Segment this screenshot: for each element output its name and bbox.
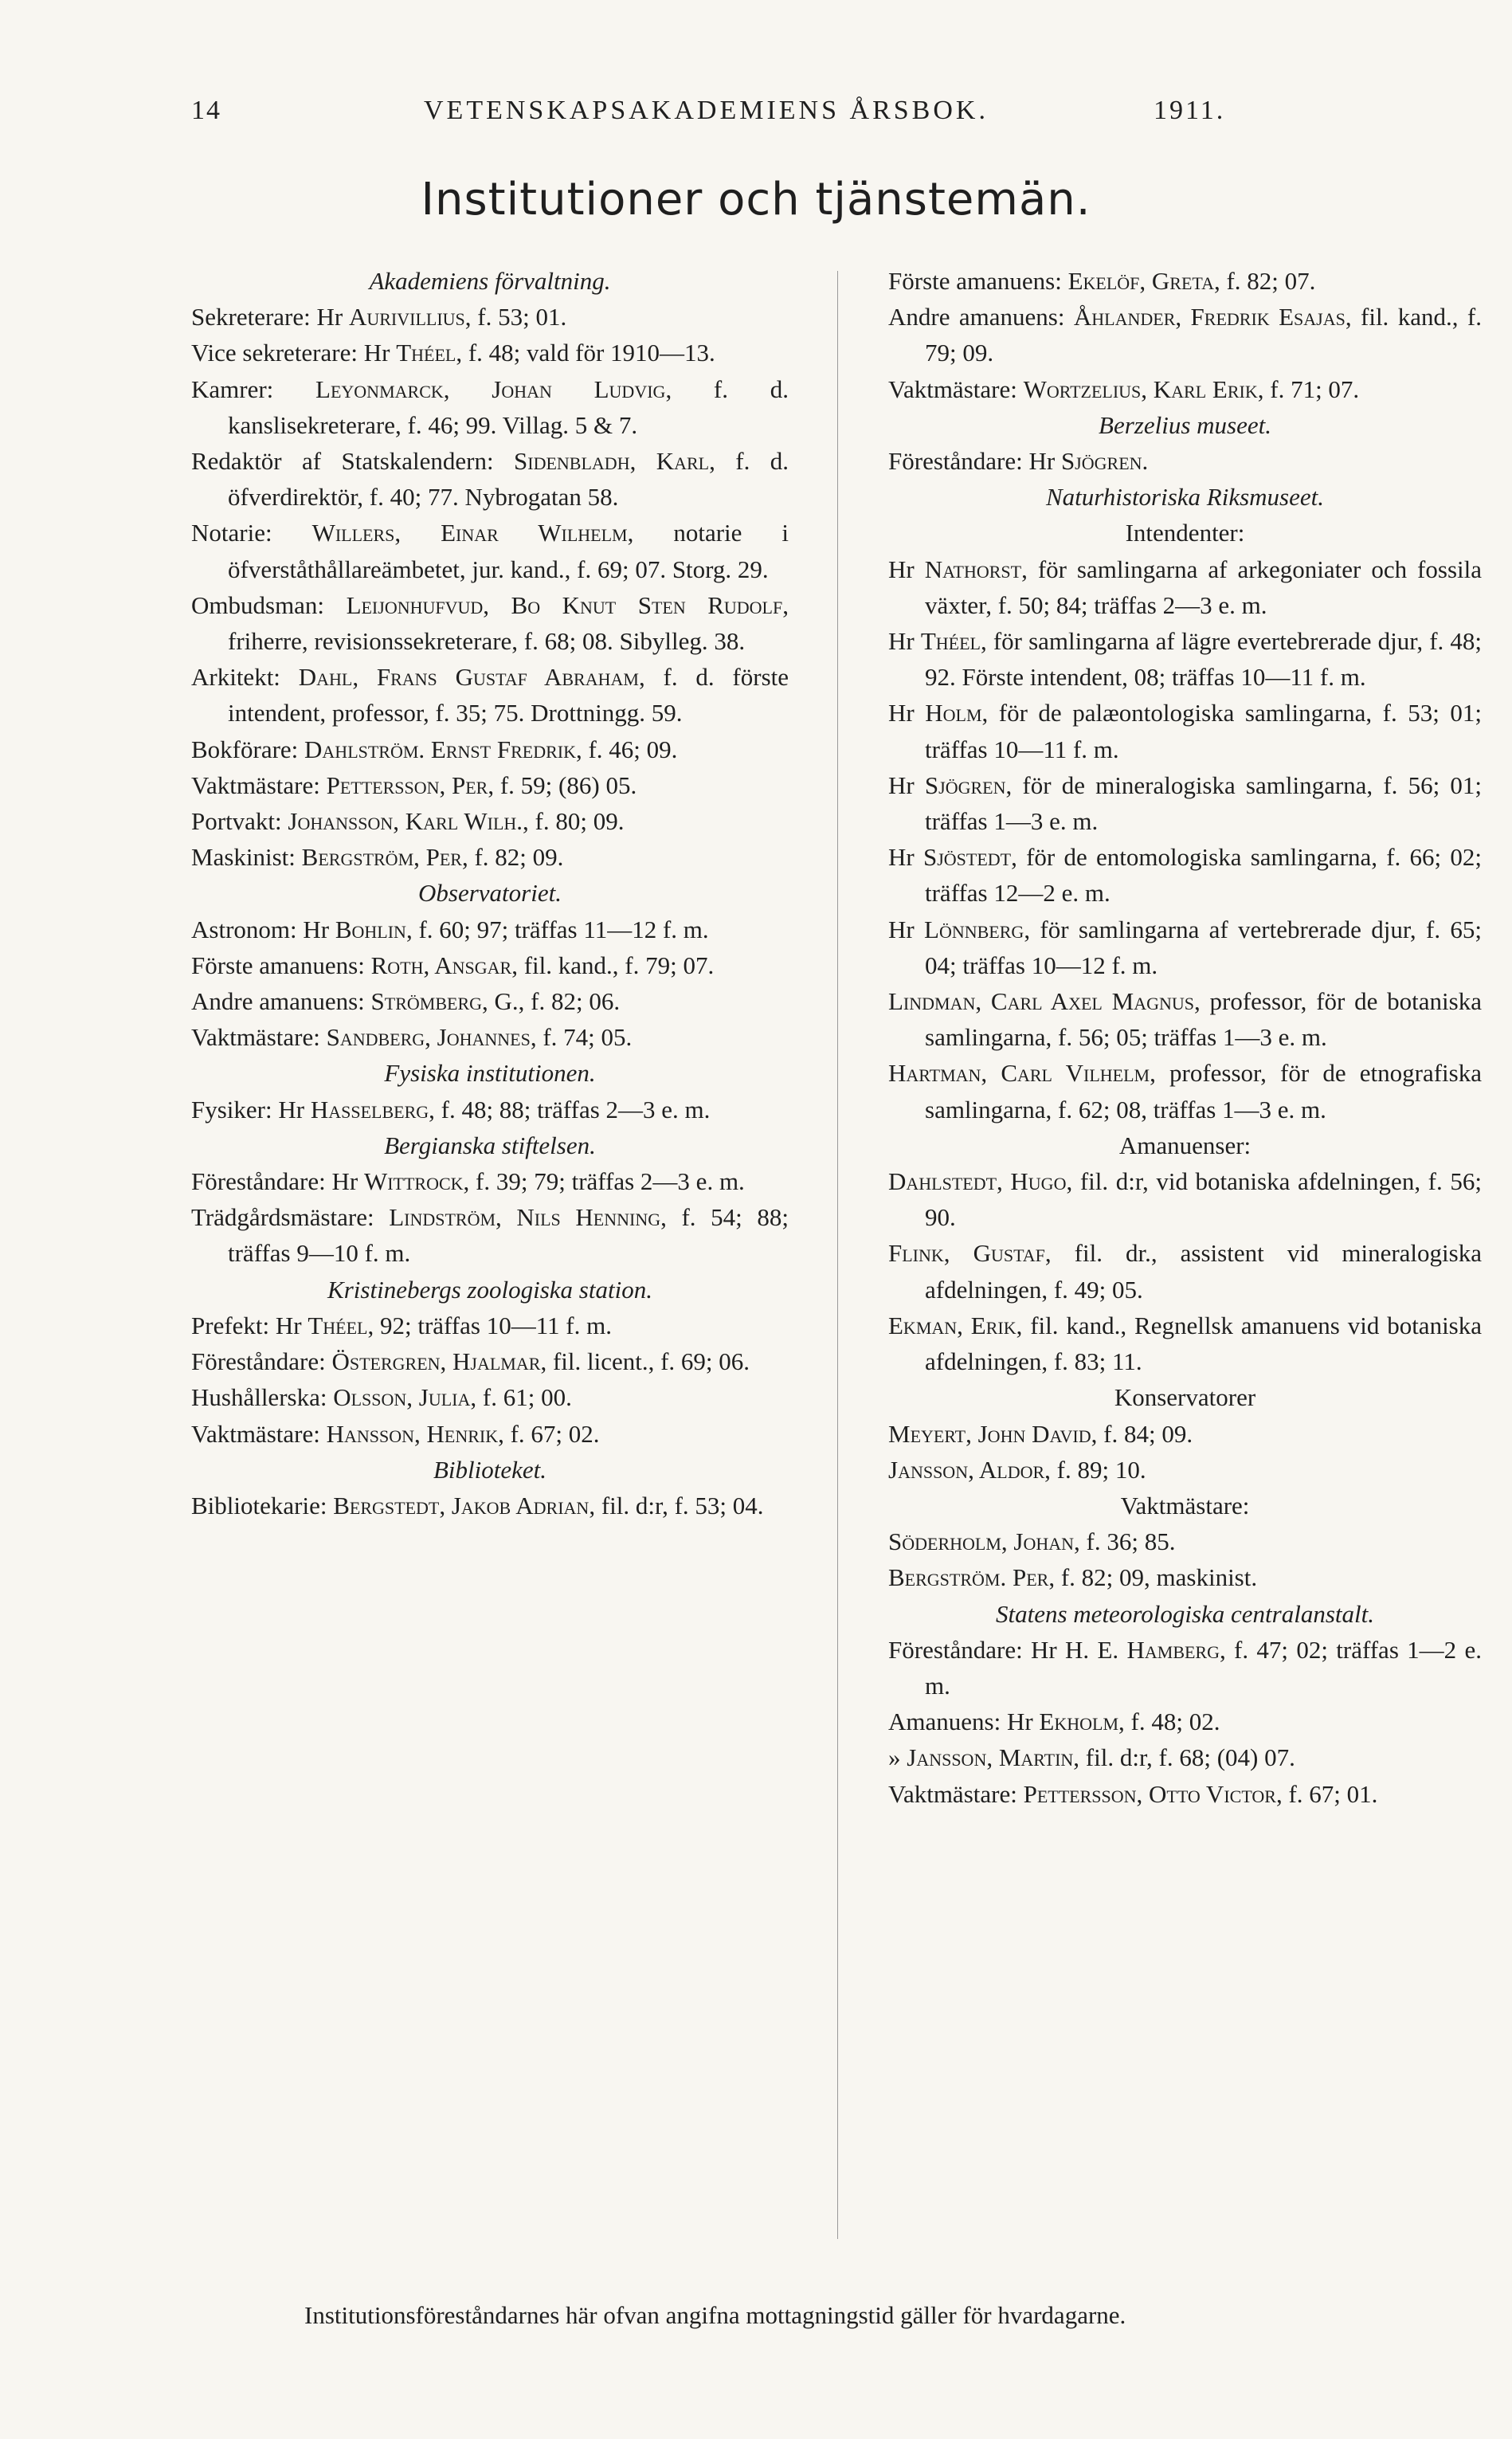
entry-name: Hasselberg [310,1095,429,1123]
section-heading: Berzelius museet. [1099,410,1271,439]
entry-name: Pettersson, Per [326,771,488,799]
entry-text: , för samlingarna af lägre evertebrerade djur, f. 48; 92. Förste intendent, 08; träffas 10—11 f. m. [925,627,1482,692]
entry-text: , för de mineralogiska samlingarna, f. 56; 01; träffas 1—3 e. m. [925,771,1482,836]
subheading: Intendenter: [1125,519,1245,547]
section-heading: Fysiska institutionen. [384,1059,596,1088]
entry-text: Föreståndare: Hr H. E. [888,1635,1127,1664]
entry-name: Wittrock [363,1167,464,1196]
entry-text: , fil. d:r, f. 53; 04. [589,1491,764,1519]
entry-text: Vaktmästare: [191,771,327,799]
entry [191,803,789,839]
entry-text: , f. 84; 09. [1091,1419,1193,1448]
page-title: Institutioner och tjänstemän. [421,174,1091,225]
section-heading: Akademiens förvaltning. [369,267,611,295]
entry-text: , f. 36; 85. [1074,1527,1176,1556]
entry [888,1776,1482,1812]
entry-text: Redaktör af Statskalendern: [191,447,515,476]
entry [888,983,1482,1055]
entry [888,1523,1482,1559]
entry [191,947,789,983]
entry-text: , för de palæontologiska samlingarna, f. 53; 01; träffas 10—11 f. m. [925,699,1483,763]
entry-text: Arkitekt: [191,663,299,692]
entry [191,1488,789,1523]
entry-name: Ekholm [1039,1708,1119,1736]
entry-text: , fil. d:r, f. 68; (04) 07. [1073,1743,1295,1772]
entry-text: , fil. dr., assistent vid mineralogiska afdelningen, f. 49; 05. [925,1239,1482,1304]
entry-text: , f. 39; 79; träffas 2—3 e. m. [463,1167,745,1196]
entry-name: Aurivillius [348,303,465,331]
entry [191,1416,789,1452]
entry-text: , f. 82; 07. [1213,267,1316,295]
subheading: Amanuenser: [1118,1131,1252,1159]
section-heading: Kristinebergs zoologiska station. [327,1275,652,1304]
entry-name: Lindström, Nils Henning [389,1203,661,1232]
entry-text: Bibliotekarie: [191,1491,334,1519]
entry [191,515,789,586]
entry-text: , professor, för de etnografiska samlingarna, f. 62; 08, träffas 1—3 e. m. [925,1059,1482,1123]
entry-name: Åhlander, Fredrik Esajas [1073,303,1346,331]
entry [191,299,789,335]
entry-name: Bergström. Per [888,1563,1049,1592]
entry-name: Wortzelius, Karl Erik [1023,374,1258,403]
entry [191,767,789,803]
subheading: Vaktmästare: [1120,1491,1250,1519]
entry-text: Vaktmästare: [888,1779,1024,1808]
running-title: VETENSKAPSAKADEMIENS ÅRSBOK. [424,96,989,125]
entry-text: Hr [888,555,925,583]
entry [191,659,789,731]
entry-text: , f. d. öfverdirektör, f. 40; 77. Nybrogatan 58. [228,447,789,512]
entry-name: Johansson, Karl Wilh. [288,807,523,836]
entry [888,695,1482,767]
section-heading: Naturhistoriska Riksmuseet. [1045,483,1325,512]
entry-text: , fil. kand., f. 79; 07. [511,951,715,979]
entry [888,1559,1482,1595]
entry-name: Roth, Ansgar [370,951,512,979]
entry-text: Vice sekreterare: Hr [191,339,397,367]
entry-text: Trädgårdsmästare: [191,1203,390,1232]
entry [888,1632,1482,1704]
entry-text: Förste amanuens: [888,267,1068,295]
entry-name: Sjöstedt [922,843,1012,872]
entry-name: Hamberg [1126,1635,1220,1664]
entry [191,1379,789,1415]
entry [888,1163,1482,1235]
entry [191,1308,789,1343]
entry-text: Fysiker: Hr [191,1095,311,1123]
entry [888,551,1482,623]
entry-text: Amanuens: Hr [888,1708,1040,1736]
entry-text: Hr [888,771,925,799]
entry-text: , för samlingarna af arkegoniater och fossila växter, f. 50; 84; träffas 2—3 e. m. [925,555,1482,619]
section-heading: Statens meteorologiska centralanstalt. [996,1599,1374,1628]
entry [888,1452,1482,1488]
entry-text: Förste amanuens: [191,951,371,979]
entry [191,839,789,875]
entry-name: Olsson, Julia [333,1383,471,1412]
entry [191,371,789,443]
entry [191,1163,789,1199]
entry [888,1704,1482,1739]
entry [191,335,789,371]
entry [191,587,789,659]
entry-text: , för de entomologiska samlingarna, f. 66; 02; träffas 12—2 e. m. [925,843,1482,908]
entry-text: , f. 67; 02. [498,1419,600,1448]
entry-text: , f. 71; 07. [1257,374,1360,403]
entry-text: , fil. kand., Regnellsk amanuens vid botaniska afdelningen, f. 83; 11. [925,1311,1483,1376]
entry [191,443,789,515]
entry [191,1199,789,1271]
subheading: Konservatorer [1114,1383,1256,1412]
entry-name: Sandberg, Johannes [326,1023,531,1052]
entry-name: Ekelöf, Greta [1067,267,1214,295]
entry-name: Lindman, Carl Axel Magnus [888,987,1194,1016]
entry [191,1343,789,1379]
right-column [888,263,1482,1812]
entry-text: » [888,1743,907,1772]
entry-name: Dahl, Frans Gustaf Abraham [298,663,639,692]
entry [888,623,1482,695]
footnote: Institutionsföreståndarnes här ofvan angifna mottagningstid gäller för hvardagarne. [304,2301,1126,2329]
entry-text: , professor, för de botaniska samlingarna, f. 56; 05; träffas 1—3 e. m. [925,987,1482,1052]
entry [888,1739,1482,1775]
entry-text: Kamrer: [191,374,316,403]
entry-text: Bokförare: [191,735,305,763]
entry-name: Sjögren [1060,447,1142,476]
entry-text: , f. 89; 10. [1044,1455,1146,1484]
entry [888,1235,1482,1307]
entry-text: Föreståndare: [191,1347,332,1376]
column-divider [837,271,838,2239]
entry-text: , f. 61; 00. [470,1383,572,1412]
entry-name: Leijonhufvud, Bo Knut Sten Rudolf [346,590,783,619]
entry-name: Bergstedt, Jakob Adrian [333,1491,590,1519]
running-head [191,96,1337,135]
entry-name: Jansson, Martin [907,1743,1074,1772]
entry [191,983,789,1019]
entry-text: , f. 48; vald för 1910—13. [456,339,715,367]
entry [191,1019,789,1055]
entry-text: , f. 67; 01. [1275,1779,1378,1808]
entry [191,731,789,767]
entry-text: , f. 47; 02; träffas 1—2 e. m. [925,1635,1483,1700]
entry-name: Lönnberg [924,915,1024,943]
entry-name: Bohlin [335,915,406,943]
entry-name: Holm [925,699,982,727]
left-column [191,263,789,1523]
entry-text: , f. 48; 88; träffas 2—3 e. m. [429,1095,711,1123]
entry-text: , f. 54; 88; träffas 9—10 f. m. [228,1203,789,1268]
entry-text: , fil. kand., f. 79; 09. [925,303,1482,367]
entry-text: Hr [888,843,923,872]
entry [888,299,1482,371]
entry-name: Willers, Einar Wilhelm [311,519,628,547]
entry-name: Dahlström. Ernst Fredrik [304,735,576,763]
entry-text: , notarie i öfverståthållareämbetet, jur. kand., f. 69; 07. Storg. 29. [228,519,789,583]
entry-text: . [1142,447,1149,476]
entry-text: , 92; träffas 10—11 f. m. [367,1311,612,1339]
entry-name: Jansson, Aldor [888,1455,1045,1484]
entry-text: , för samlingarna af vertebrerade djur, f. 65; 04; träffas 10—12 f. m. [925,915,1482,979]
entry-text: , f. 82; 06. [518,987,621,1016]
entry-name: Leyonmarck, Johan Ludvig [315,374,666,403]
page-number: 14 [191,96,221,125]
entry-text: , friherre, revisionssekreterare, f. 68; 08. Sibylleg. 38. [228,590,789,656]
entry-text: Ombudsman: [191,590,347,619]
entry-text: Notarie: [191,519,312,547]
entry [191,912,789,947]
entry-text: , f. 80; 09. [523,807,625,836]
year: 1911. [1154,96,1226,125]
entry-text: Föreståndare: Hr [191,1167,364,1196]
entry-text: Astronom: Hr [191,915,335,943]
entry-text: , f. d. kanslisekreterare, f. 46; 99. Villag. 5 & 7. [228,374,789,439]
entry [888,263,1482,299]
entry-text: Hushållerska: [191,1383,334,1412]
entry-text: , f. 82; 09, maskinist. [1048,1563,1258,1592]
entry-name: Bergström, Per [301,843,462,872]
entry [888,443,1482,479]
entry-text: Andre amanuens: [888,303,1074,331]
entry-text: Hr [888,915,925,943]
entry-name: Théel [920,627,981,656]
entry-text: , fil. d:r, vid botaniska afdelningen, f. 56; 90. [925,1167,1482,1232]
entry-name: Strömberg, G. [370,987,519,1016]
entry-text: Hr [888,699,926,727]
section-heading: Bergianska stiftelsen. [384,1131,596,1159]
entry [888,1055,1482,1127]
entry-text: , f. 74; 05. [530,1023,633,1052]
entry-name: Dahlstedt, Hugo [888,1167,1067,1196]
entry-name: Söderholm, Johan [888,1527,1075,1556]
entry-text: , f. 59; (86) 05. [488,771,637,799]
entry-text: Portvakt: [191,807,288,836]
entry [888,1416,1482,1452]
entry [888,767,1482,839]
entry [888,371,1482,407]
entry-name: Flink, Gustaf [888,1239,1045,1268]
entry-text: Maskinist: [191,843,302,872]
entry-text: Vaktmästare: [191,1023,327,1052]
entry-text: , f. d. förste intendent, professor, f. 35; 75. Drottningg. 59. [228,663,789,727]
entry [888,839,1482,911]
section-heading: Biblioteket. [433,1455,547,1484]
entry-name: Sjögren [924,771,1006,799]
entry-text: , fil. licent., f. 69; 06. [540,1347,750,1376]
entry-text: , f. 46; 09. [575,735,678,763]
entry-name: Sidenbladh, Karl [514,447,710,476]
entry-text: Prefekt: Hr [191,1311,308,1339]
entry-name: Hartman, Carl Vilhelm [888,1059,1150,1088]
entry-text: Andre amanuens: [191,987,371,1016]
entry-name: Nathorst [924,555,1022,583]
entry-text: Hr [888,627,921,656]
entry [888,912,1482,983]
entry-text: , f. 53; 01. [464,303,567,331]
entry-name: Ekman, Erik [888,1311,1016,1339]
entry [191,1092,789,1127]
entry-text: , f. 60; 97; träffas 11—12 f. m. [405,915,709,943]
entry-text: , f. 48; 02. [1118,1708,1220,1736]
entry-name: Hansson, Henrik [326,1419,499,1448]
entry [888,1308,1482,1379]
entry-text: Sekreterare: Hr [191,303,349,331]
section-heading: Observatoriet. [418,879,562,908]
entry-name: Théel [396,339,456,367]
entry-name: Pettersson, Otto Victor [1023,1779,1276,1808]
entry-name: Meyert, John David [888,1419,1091,1448]
entry-text: , f. 82; 09. [461,843,564,872]
entry-name: Östergren, Hjalmar [331,1347,541,1376]
entry-text: Vaktmästare: [191,1419,327,1448]
entry-text: Föreståndare: Hr [888,447,1061,476]
entry-text: Vaktmästare: [888,374,1024,403]
entry-name: Théel [307,1311,368,1339]
